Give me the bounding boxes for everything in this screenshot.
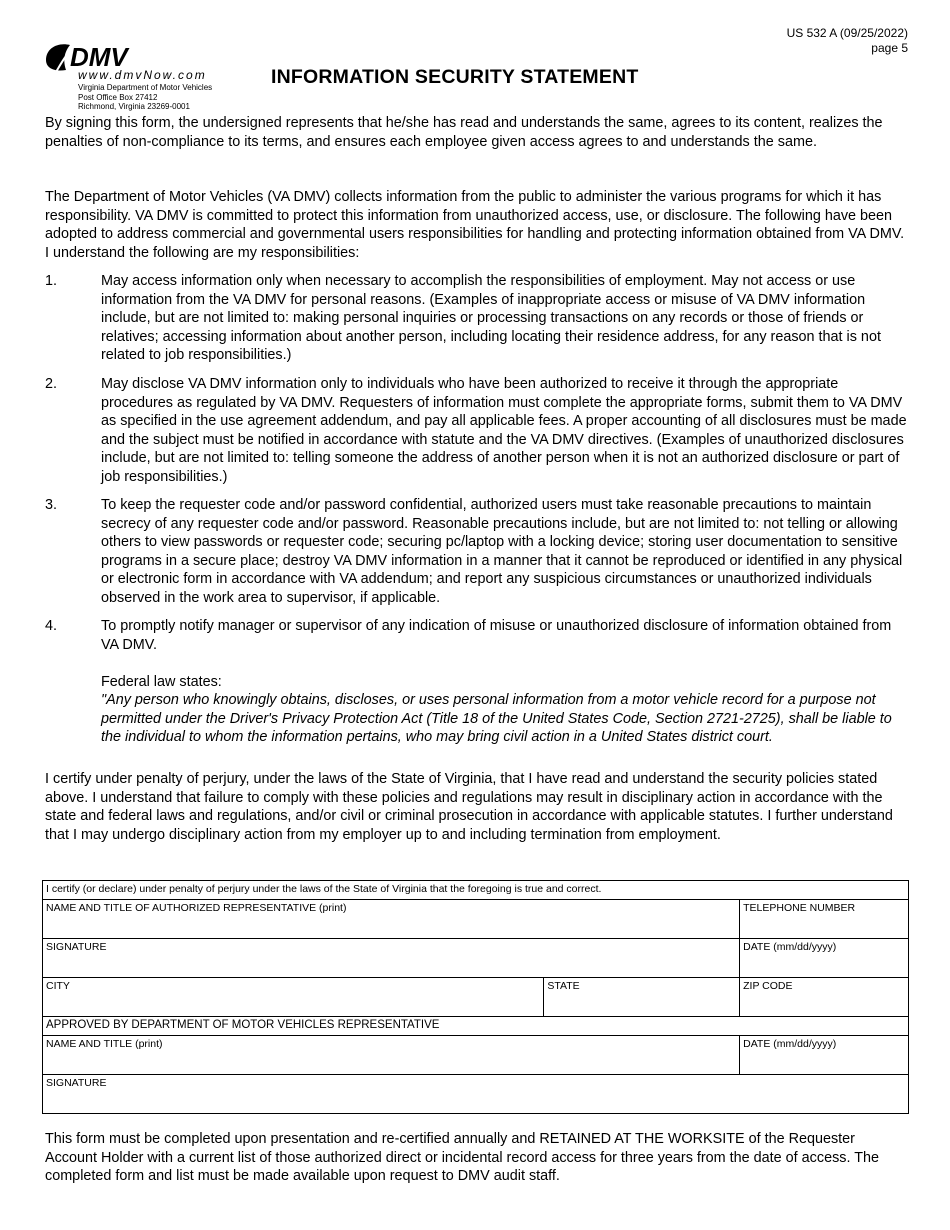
responsibility-item: May access information only when necessary to accomplish the responsibilities of employment. May not access or use information from the VA DMV for personal reasons. (Examples of inappropriate access or misuse of VA DMV information include, but are not limited to: making personal inquiries or processing transactions on any records or those of friends or relatives; accessing information about another person, including locating their residence address, for any reason that is not related to job responsibilities.) <box>101 273 881 364</box>
address-line: Virginia Department of Motor Vehicles <box>78 83 213 92</box>
item-number: 2. <box>45 376 58 392</box>
signature-field[interactable] <box>43 939 740 978</box>
field-label: NAME AND TITLE (print) <box>46 1038 163 1050</box>
federal-law-quote: "Any person who knowingly obtains, discloses, or uses personal information from a motor vehicle record for a purpose not permitted under the Driver's Privacy Protection Act (Title 18 of the United States Code, Section 2721-2725), shall be liable to the individual to whom the information pertains, who may bring civil action in a United States district court. <box>101 692 892 746</box>
logo-brand: DMV <box>70 42 128 72</box>
field-label: ZIP CODE <box>743 980 793 992</box>
page-number: page 5 <box>871 41 908 55</box>
field-label: CITY <box>46 980 70 992</box>
responsibility-item: To promptly notify manager or supervisor of any indication of misuse or unauthorized disclosure of information obtained from VA DMV. <box>101 618 892 653</box>
state-field[interactable] <box>544 978 740 1017</box>
date-field[interactable] <box>740 939 909 978</box>
field-label: DATE (mm/dd/yyyy) <box>743 1038 837 1050</box>
signature-form <box>42 880 909 1114</box>
dmv-signature-field[interactable] <box>43 1075 909 1114</box>
declaration-cell <box>43 881 909 900</box>
responsibility-item: To keep the requester code and/or password confidential, authorized users must take reasonable precautions to maintain secrecy of any requester code and/or password. Reasonable precautions include, but are not limited to: not telling or allowing others to view passwords or requester code; securing pc/laptop with a locking device; storing user documentation to sensitive programs in a secure place; destroy VA DMV information in a manner that it cannot be reproduced or identified in any physical or electronic form in accordance with VA addendum; and report any suspicious circumstances or unauthorized individuals observed in the work area to supervisor, if applicable. <box>101 497 903 606</box>
address-line: Post Office Box 27412 <box>78 92 158 102</box>
field-label: SIGNATURE <box>46 1077 107 1089</box>
logo-url: www.dmvNow.com <box>78 68 207 82</box>
dmv-name-title-field[interactable] <box>43 1036 740 1075</box>
telephone-field[interactable] <box>740 900 909 939</box>
form-number: US 532 A (09/25/2022) <box>786 26 908 40</box>
responsibility-item: May disclose VA DMV information only to individuals who have been authorized to receive it through the appropriate procedures as regulated by VA DMV. Requesters of information must complete the appropriate forms, submit them to VA DMV as specified in the use agreement addendum, and pay all applicable fees. A proper accounting of all disclosures must be made and the subject must be notified in accordance with statute and the VA DMV directives. (Examples of unauthorized disclosures include, but are not limited to: telling someone the address of another person when it is not an authorized disclosure or part of job responsibilities.) <box>101 376 907 485</box>
city-field[interactable] <box>43 978 544 1017</box>
page-title: INFORMATION SECURITY STATEMENT <box>271 66 639 88</box>
item-number: 1. <box>45 273 58 289</box>
field-label: TELEPHONE NUMBER <box>743 902 856 914</box>
zip-code-field[interactable] <box>740 978 909 1017</box>
purpose-paragraph: The Department of Motor Vehicles (VA DMV) collects information from the public to administer the various programs for which it has responsibility. VA DMV is committed to protect this information from unauthorized access, use, or disclosure. The following have been adopted to address commercial and governmental users responsibilities for handling and protecting information obtained from VA DMV. I understand the following are my responsibilities: <box>45 189 905 261</box>
approved-by-text: APPROVED BY DEPARTMENT OF MOTOR VEHICLES REPRESENTATIVE <box>46 1019 440 1031</box>
footer-note: This form must be completed upon presentation and re-certified annually and RETAINED AT THE WORKSITE of the Requester Account Holder with a current list of those authorized direct or incidental record access for three years from the date of access. The completed form and list must be made available upon request to DMV audit staff. <box>45 1131 879 1185</box>
declaration-text: I certify (or declare) under penalty of perjury under the laws of the State of Virginia that the foregoing is true and correct. <box>46 883 602 895</box>
address-line: Richmond, Virginia 23269-0001 <box>78 102 190 111</box>
field-label: DATE (mm/dd/yyyy) <box>743 941 837 953</box>
item-number: 4. <box>45 618 58 634</box>
logo-address <box>78 83 212 112</box>
item-number: 3. <box>45 497 58 513</box>
intro-paragraph: By signing this form, the undersigned represents that he/she has read and understands the same, agrees to its content, realizes the penalties of non-compliance to its terms, and ensures each employee given access agrees to and understands the same. <box>45 115 883 150</box>
form-number-block <box>787 26 908 56</box>
dmv-date-field[interactable] <box>740 1036 909 1075</box>
field-label: STATE <box>547 980 580 992</box>
field-label: SIGNATURE <box>46 941 107 953</box>
field-label: NAME AND TITLE OF AUTHORIZED REPRESENTATIVE (print) <box>46 902 347 914</box>
federal-law-label: Federal law states: <box>101 674 222 690</box>
rep-name-title-field[interactable] <box>43 900 740 939</box>
approved-by-heading <box>43 1017 909 1036</box>
dmv-logo <box>44 42 254 112</box>
certification-paragraph: I certify under penalty of perjury, under the laws of the State of Virginia, that I have read and understand the security policies stated above. I understand that failure to comply with these policies and regulations may result in disciplinary action in accordance with the state and federal laws and regulations, and/or civil or criminal prosecution in accordance with applicable statutes. I further understand that I may undergo disciplinary action from my employer up to and including termination from employment. <box>45 771 893 843</box>
